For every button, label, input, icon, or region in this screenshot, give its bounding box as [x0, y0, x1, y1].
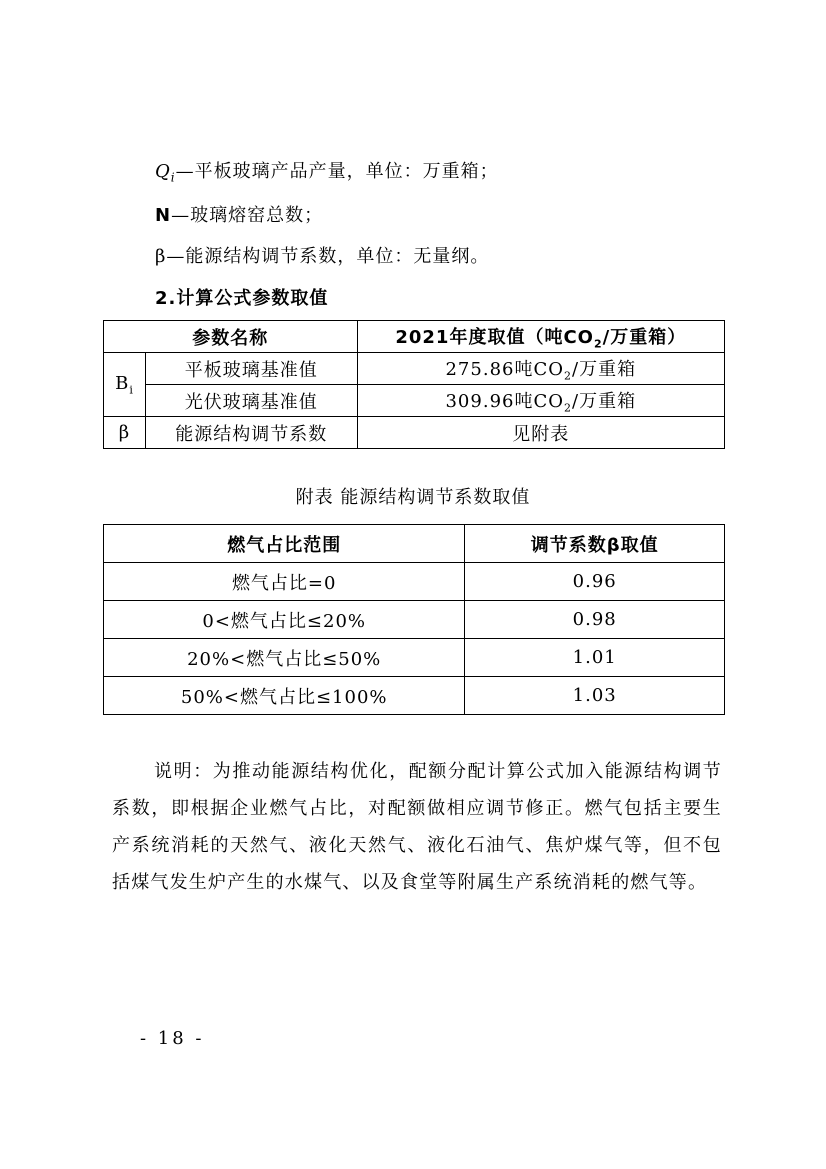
param-row3-value: 见附表	[357, 417, 724, 449]
table-row	[104, 563, 725, 601]
appendix-header-range: 燃气占比范围	[104, 525, 465, 563]
coef-cell: 0.96	[465, 563, 725, 601]
qi-text: —平板玻璃产品产量，单位：万重箱；	[175, 161, 499, 182]
n-symbol: N	[155, 205, 172, 226]
appendix-table	[103, 524, 725, 715]
param-row3-name: 能源结构调节系数	[145, 417, 357, 449]
range-cell: 20%<燃气占比≤50%	[104, 639, 465, 677]
explanation-paragraph	[112, 753, 722, 901]
param-table-header	[104, 321, 725, 353]
param-table	[103, 320, 725, 449]
param-row1-value: 275.86吨$CO_2/$万重箱	[357, 353, 724, 385]
param-row-pv-glass	[104, 385, 725, 417]
range-cell: 燃气占比=0	[104, 563, 465, 601]
explanation-text: 说明：为推动能源结构优化，配额分配计算公式加入能源结构调节系数，即根据企业燃气占比，对配额做相应调节修正。燃气包括主要生产系统消耗的天然气、液化天然气、液化石油气、焦炉煤气等，但不包括煤气发生炉产生的水煤气、以及食堂等附属生产系统消耗的燃气等。	[112, 761, 722, 893]
range-cell: 0<燃气占比≤20%	[104, 601, 465, 639]
param-row-flat-glass	[104, 353, 725, 385]
coef-cell: 1.01	[465, 639, 725, 677]
coef-cell: 0.98	[465, 601, 725, 639]
param-row1-name: 平板玻璃基准值	[145, 353, 357, 385]
param-row-beta	[104, 417, 725, 449]
beta-symbol: β	[104, 417, 146, 449]
coef-cell: 1.03	[465, 677, 725, 715]
param-row2-value: 309.96吨$CO_2/$万重箱	[357, 385, 724, 417]
param-header-value: 2021年度取值（吨$CO_2/$万重箱）	[357, 321, 724, 353]
param-header-name: 参数名称	[104, 321, 358, 353]
definition-n	[155, 201, 323, 227]
n-text: —玻璃熔窑总数；	[171, 205, 324, 226]
definition-beta	[155, 242, 489, 268]
appendix-header-row	[104, 525, 725, 563]
param-row2-name: 光伏玻璃基准值	[145, 385, 357, 417]
appendix-header-coef: 调节系数β取值	[465, 525, 725, 563]
definition-qi	[155, 157, 499, 185]
b-symbol: $B_i$	[104, 353, 146, 417]
beta-text: β—能源结构调节系数，单位：无量纲。	[155, 246, 490, 267]
table-row	[104, 677, 725, 715]
appendix-caption: 附表 能源结构调节系数取值	[295, 487, 531, 508]
section-heading: 2.计算公式参数取值	[155, 288, 329, 309]
table-row	[104, 639, 725, 677]
page-number: - 18 -	[140, 1028, 205, 1049]
range-cell: 50%<燃气占比≤100%	[104, 677, 465, 715]
qi-symbol: $Q_i$	[155, 161, 176, 185]
table-row	[104, 601, 725, 639]
